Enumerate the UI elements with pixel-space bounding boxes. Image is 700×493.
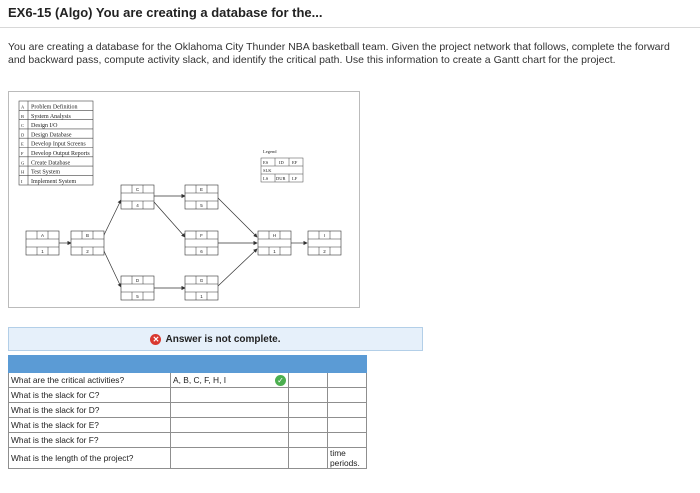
legend-ef: EF	[292, 160, 298, 165]
table-row	[9, 373, 367, 388]
error-icon: ✕	[150, 334, 161, 345]
legend-slk: SLK	[263, 168, 272, 173]
activity-name: Problem Definition	[31, 104, 78, 111]
answer-input[interactable]	[289, 433, 328, 448]
node-label: A	[40, 233, 45, 238]
answer-input[interactable]	[289, 448, 328, 469]
unit-cell: time periods.	[328, 448, 367, 469]
network-node-i	[308, 231, 341, 255]
activity-id: G	[21, 160, 25, 166]
network-node-c	[121, 185, 154, 209]
network-node-g	[185, 276, 218, 300]
answer-table	[8, 355, 367, 469]
question-cell: What is the slack for C?	[9, 388, 171, 403]
unit-cell	[328, 433, 367, 448]
legend-title: Legend	[263, 149, 277, 154]
table-row	[9, 388, 367, 403]
table-row	[9, 418, 367, 433]
table-row	[9, 448, 367, 469]
node-label: B	[85, 233, 90, 238]
activity-name: Test System	[31, 169, 61, 176]
node-duration: 1	[200, 294, 203, 299]
node-label: C	[135, 187, 140, 192]
node-label: F	[200, 233, 203, 238]
activity-id: E	[21, 141, 24, 147]
node-duration: 6	[200, 249, 203, 254]
answer-input[interactable]	[171, 373, 289, 388]
activity-id: F	[21, 151, 24, 156]
answer-input[interactable]	[171, 448, 289, 469]
table-header-row	[9, 356, 367, 373]
divider	[0, 27, 700, 28]
node-duration: 4	[136, 203, 139, 208]
activity-name: Design I/O	[31, 123, 58, 130]
legend	[261, 149, 303, 182]
check-icon: ✓	[275, 375, 286, 386]
legend-lf: LF	[292, 176, 298, 181]
table-row	[9, 433, 367, 448]
status-message: Answer is not complete.	[165, 333, 281, 345]
network-node-f	[185, 231, 218, 255]
activity-id: C	[21, 123, 25, 129]
node-label: E	[199, 187, 204, 192]
node-duration: 5	[136, 294, 139, 299]
node-duration: 5	[200, 203, 203, 208]
legend-dur: DUR	[276, 176, 286, 181]
node-label: I	[323, 233, 326, 238]
node-duration: 2	[323, 249, 326, 254]
activity-name: Develop Input Screens	[31, 141, 86, 148]
table-row	[9, 403, 367, 418]
question-cell: What is the slack for E?	[9, 418, 171, 433]
answer-input[interactable]	[289, 403, 328, 418]
page-title: EX6-15 (Algo) You are creating a database for the...	[8, 5, 323, 20]
unit-cell	[328, 403, 367, 418]
answer-input[interactable]	[171, 418, 289, 433]
project-network-figure	[8, 91, 360, 308]
node-duration: 1	[41, 249, 44, 254]
node-label: G	[199, 278, 204, 283]
activity-name: Implement System	[31, 178, 77, 185]
network-node-e	[185, 185, 218, 209]
node-duration: 1	[273, 249, 276, 254]
activity-id: A	[21, 104, 25, 110]
activity-id: B	[21, 113, 25, 119]
node-label: H	[272, 233, 277, 238]
activity-id: H	[21, 169, 25, 175]
network-node-a	[26, 231, 59, 255]
network-node-h	[258, 231, 291, 255]
activity-id: I	[21, 178, 23, 184]
legend-es: ES	[263, 160, 269, 165]
answer-input[interactable]	[171, 433, 289, 448]
network-node-d	[121, 276, 154, 300]
node-duration: 2	[86, 249, 89, 254]
activity-id: D	[21, 132, 25, 138]
activity-name: Develop Output Reports	[31, 151, 90, 157]
answer-input[interactable]	[171, 388, 289, 403]
node-label: D	[135, 278, 140, 283]
activity-name: Design Database	[31, 132, 72, 139]
answer-input[interactable]	[289, 388, 328, 403]
activity-name: System Analysis	[31, 113, 71, 120]
network-diagram	[9, 92, 359, 307]
answer-input[interactable]	[289, 418, 328, 433]
problem-statement: You are creating a database for the Oklahoma City Thunder NBA basketball team. Given the project network that follows, complete the forward and backward pass, compute activity slack, and identify the critical path. Use this information to create a Gantt chart for the project.	[8, 41, 670, 66]
status-banner	[8, 327, 423, 351]
activity-name: Create Database	[31, 160, 71, 167]
question-cell: What is the slack for D?	[9, 403, 171, 418]
question-cell: What is the length of the project?	[9, 448, 171, 469]
unit-cell	[328, 418, 367, 433]
answer-input[interactable]	[289, 373, 328, 388]
unit-cell	[328, 388, 367, 403]
answer-value[interactable]: A, B, C, F, H, I	[173, 374, 227, 385]
network-node-b	[71, 231, 104, 255]
legend-ls: LS	[263, 176, 269, 181]
question-cell: What is the slack for F?	[9, 433, 171, 448]
answer-input[interactable]	[171, 403, 289, 418]
unit-cell	[328, 373, 367, 388]
legend-id: ID	[279, 160, 284, 165]
question-cell: What are the critical activities?	[9, 373, 171, 388]
